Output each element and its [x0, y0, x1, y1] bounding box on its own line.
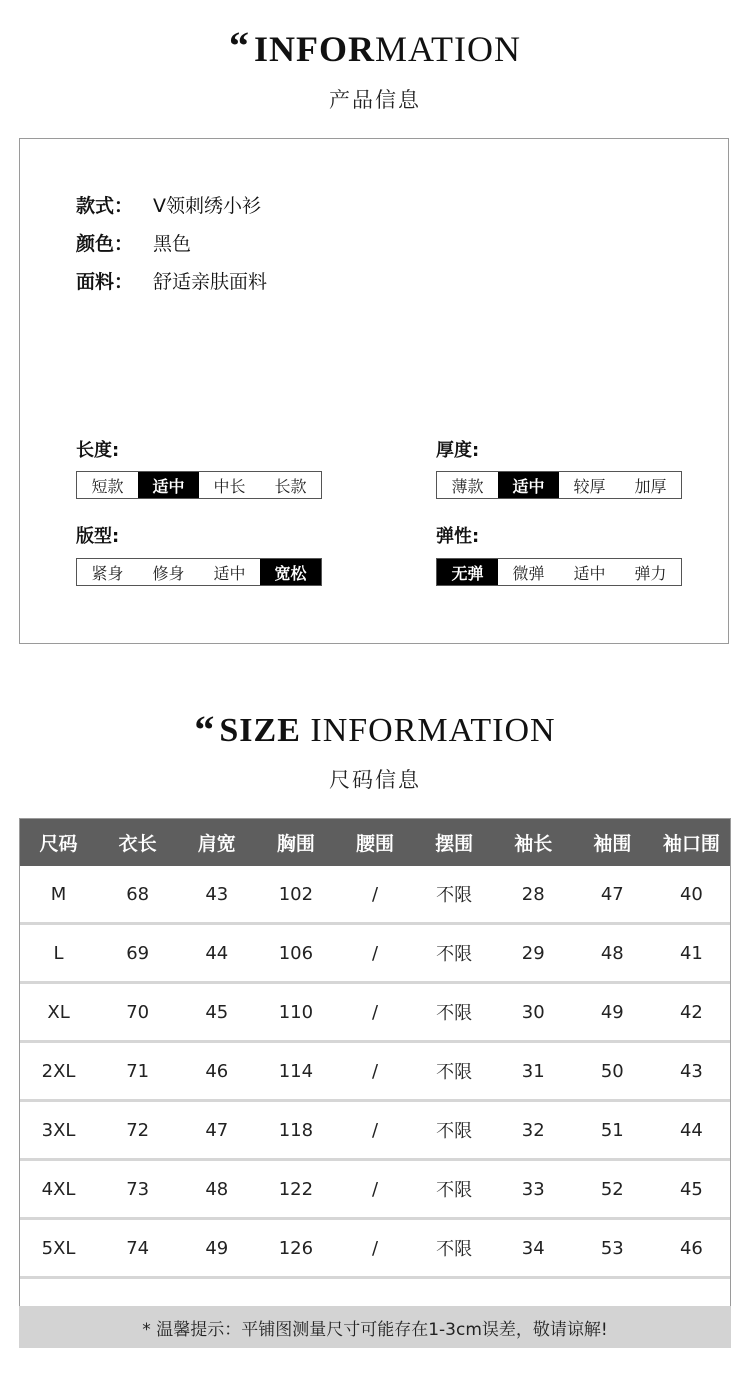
table-cell: 不限 — [415, 1101, 494, 1160]
fit-scale — [76, 558, 322, 586]
table-cell: 49 — [573, 983, 652, 1042]
column-header: 袖口围 — [652, 818, 731, 866]
table-cell: 42 — [652, 983, 731, 1042]
information-title — [0, 23, 750, 75]
table-cell: 52 — [573, 1160, 652, 1219]
table-cell: 106 — [256, 924, 335, 983]
thickness-option: 较厚 — [573, 476, 606, 496]
thickness-option: 适中 — [498, 472, 559, 498]
table-cell: 30 — [494, 983, 573, 1042]
table-cell: 不限 — [415, 1219, 494, 1278]
column-header: 胸围 — [256, 818, 335, 866]
table-cell: 28 — [494, 866, 573, 924]
table-cell: 45 — [652, 1160, 731, 1219]
fabric-label: 面料： — [76, 271, 134, 293]
title-rest-part: MATION — [375, 29, 521, 69]
table-cell: 31 — [494, 1042, 573, 1101]
table-cell: 3XL — [19, 1101, 98, 1160]
quote-mark: “ — [194, 707, 216, 752]
fit-label: 版型: — [76, 526, 120, 547]
table-cell: 72 — [98, 1101, 177, 1160]
table-cell: 71 — [98, 1042, 177, 1101]
column-header: 腰围 — [335, 818, 414, 866]
table-cell: 40 — [652, 866, 731, 924]
table-cell: 73 — [98, 1160, 177, 1219]
table-row — [19, 1160, 731, 1219]
style-label: 款式： — [76, 195, 134, 217]
table-cell: 74 — [98, 1219, 177, 1278]
title-rest-part: INFORMATION — [310, 712, 556, 749]
fit-option: 紧身 — [91, 563, 124, 583]
table-cell: 43 — [652, 1042, 731, 1101]
table-row — [19, 1101, 731, 1160]
table-cell: 44 — [177, 924, 256, 983]
length-option: 适中 — [138, 472, 199, 498]
table-cell: 50 — [573, 1042, 652, 1101]
length-option: 短款 — [91, 476, 124, 496]
quote-mark: “ — [229, 23, 250, 68]
elasticity-option: 无弹 — [437, 559, 498, 585]
length-scale — [76, 471, 322, 499]
fabric-row — [76, 267, 267, 294]
table-cell: 4XL — [19, 1160, 98, 1219]
table-cell: 70 — [98, 983, 177, 1042]
table-cell: 2XL — [19, 1042, 98, 1101]
table-cell: 5XL — [19, 1219, 98, 1278]
table-cell: / — [335, 924, 414, 983]
table-row — [19, 924, 731, 983]
table-cell: 不限 — [415, 983, 494, 1042]
table-cell: 不限 — [415, 866, 494, 924]
table-cell: 122 — [256, 1160, 335, 1219]
table-cell: 44 — [652, 1101, 731, 1160]
column-header: 尺码 — [19, 818, 98, 866]
table-cell: 49 — [177, 1219, 256, 1278]
elasticity-option: 适中 — [573, 563, 606, 583]
table-row — [19, 1219, 731, 1278]
color-row — [76, 229, 191, 256]
table-cell: 69 — [98, 924, 177, 983]
table-cell: 118 — [256, 1101, 335, 1160]
table-cell: 48 — [177, 1160, 256, 1219]
table-cell: 53 — [573, 1219, 652, 1278]
style-value: V领刺绣小衫 — [153, 195, 262, 217]
size-information-title — [0, 707, 750, 759]
table-cell: / — [335, 1160, 414, 1219]
table-cell: 45 — [177, 983, 256, 1042]
elasticity-option: 微弹 — [512, 563, 545, 583]
table-cell: 不限 — [415, 1160, 494, 1219]
table-row — [19, 866, 731, 924]
information-subtitle: 产品信息 — [329, 88, 421, 112]
table-row — [19, 983, 731, 1042]
table-cell: / — [335, 1101, 414, 1160]
fit-option: 适中 — [213, 563, 246, 583]
color-label: 颜色： — [76, 233, 134, 255]
table-cell: / — [335, 866, 414, 924]
table-cell: 126 — [256, 1219, 335, 1278]
table-cell: 32 — [494, 1101, 573, 1160]
table-cell: 102 — [256, 866, 335, 924]
table-cell: 43 — [177, 866, 256, 924]
column-header: 袖围 — [573, 818, 652, 866]
table-cell: / — [335, 1219, 414, 1278]
length-label: 长度: — [76, 440, 120, 461]
size-information-subtitle: 尺码信息 — [329, 768, 421, 792]
elasticity-scale — [436, 558, 682, 586]
table-cell: 110 — [256, 983, 335, 1042]
size-table — [19, 818, 731, 1297]
table-cell: 不限 — [415, 1042, 494, 1101]
table-spacer-cell — [19, 1278, 731, 1298]
thickness-scale — [436, 471, 682, 499]
table-cell: 33 — [494, 1160, 573, 1219]
table-cell: 48 — [573, 924, 652, 983]
fabric-value: 舒适亲肤面料 — [153, 271, 268, 293]
table-cell: M — [19, 866, 98, 924]
title-bold-part: INFOR — [254, 29, 375, 69]
column-header: 衣长 — [98, 818, 177, 866]
table-cell: XL — [19, 983, 98, 1042]
table-cell: 34 — [494, 1219, 573, 1278]
table-row — [19, 1042, 731, 1101]
table-cell: 41 — [652, 924, 731, 983]
thickness-label: 厚度: — [436, 440, 480, 461]
color-value: 黑色 — [153, 233, 192, 255]
table-cell: / — [335, 983, 414, 1042]
table-cell: 46 — [652, 1219, 731, 1278]
table-cell: 46 — [177, 1042, 256, 1101]
column-header: 袖长 — [494, 818, 573, 866]
size-table-header — [19, 818, 731, 866]
length-option: 中长 — [213, 476, 246, 496]
table-cell: 29 — [494, 924, 573, 983]
length-option: 长款 — [274, 476, 307, 496]
product-info-box — [19, 138, 729, 644]
table-cell: L — [19, 924, 98, 983]
fit-option: 修身 — [152, 563, 185, 583]
table-cell: / — [335, 1042, 414, 1101]
table-cell: 68 — [98, 866, 177, 924]
table-spacer-row — [19, 1278, 731, 1298]
thickness-option: 加厚 — [634, 476, 667, 496]
title-bold-part: SIZE — [219, 712, 301, 749]
elasticity-option: 弹力 — [634, 563, 667, 583]
table-cell: 51 — [573, 1101, 652, 1160]
column-header: 肩宽 — [177, 818, 256, 866]
elasticity-label: 弹性: — [436, 526, 480, 547]
fit-option: 宽松 — [260, 559, 321, 585]
thickness-option: 薄款 — [451, 476, 484, 496]
measurement-note: * 温馨提示：平铺图测量尺寸可能存在1-3cm误差，敬请谅解! — [19, 1306, 731, 1348]
table-cell: 47 — [573, 866, 652, 924]
table-cell: 不限 — [415, 924, 494, 983]
table-cell: 114 — [256, 1042, 335, 1101]
table-cell: 47 — [177, 1101, 256, 1160]
style-row — [76, 191, 261, 218]
column-header: 摆围 — [415, 818, 494, 866]
